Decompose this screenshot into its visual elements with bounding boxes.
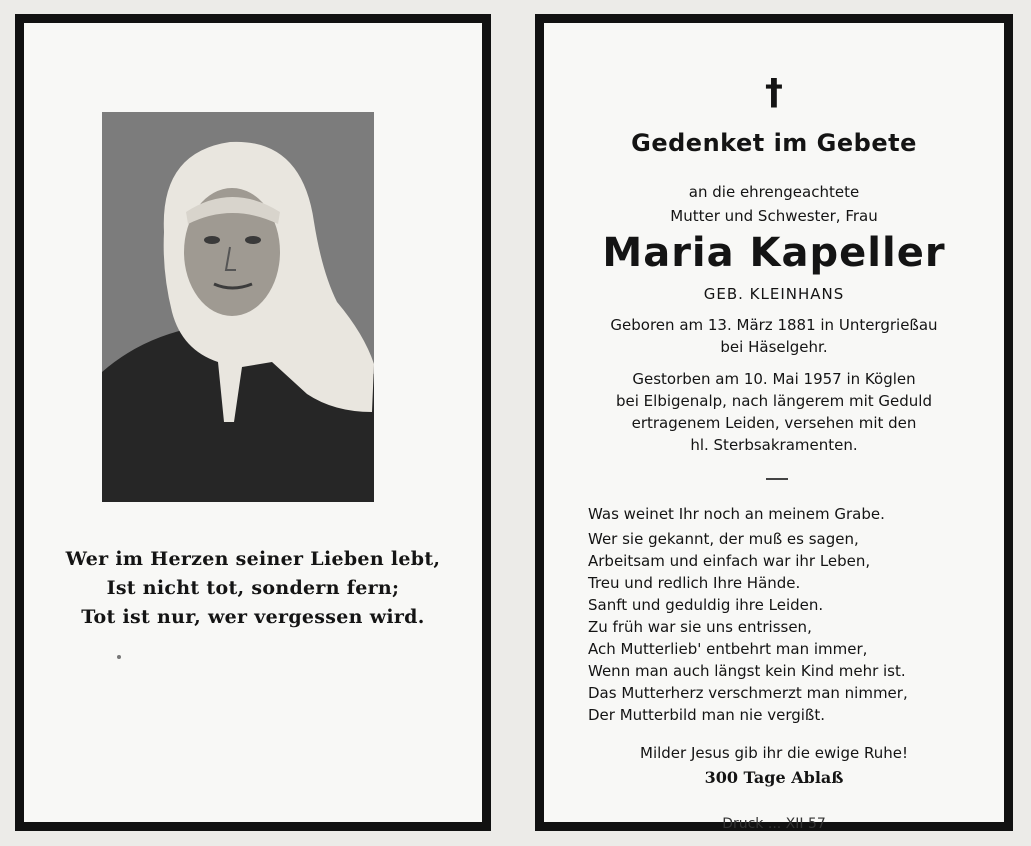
death-line: bei Elbigenalp, nach längerem mit Geduld bbox=[616, 392, 932, 410]
poem-line: Wer sie gekannt, der muß es sagen, bbox=[588, 530, 859, 548]
cross-icon: † bbox=[765, 72, 783, 113]
poem-line: Das Mutterherz verschmerzt man nimmer, bbox=[588, 684, 908, 702]
poem-line: Wenn man auch längst kein Kind mehr ist. bbox=[588, 662, 906, 680]
birth-info bbox=[544, 314, 1004, 358]
heading: Gedenket im Gebete bbox=[631, 129, 917, 157]
printer-line: Druck ... XII 57 bbox=[722, 816, 826, 828]
death-line: ertragenem Leiden, versehen mit den bbox=[631, 414, 917, 432]
intro-line: Mutter und Schwester, Frau bbox=[670, 207, 878, 225]
poem-line: Arbeitsam und einfach war ihr Leben, bbox=[588, 552, 871, 570]
birth-line: bei Häselgehr. bbox=[720, 338, 828, 356]
maiden-name: GEB. KLEINHANS bbox=[703, 285, 845, 303]
portrait-photo bbox=[102, 112, 374, 502]
intro-line: an die ehrengeachtete bbox=[688, 183, 860, 201]
death-info bbox=[544, 368, 1004, 456]
poem-line: Sanft und geduldig ihre Leiden. bbox=[588, 596, 824, 614]
indulgence: 300 Tage Ablaß bbox=[704, 768, 844, 787]
portrait-illustration bbox=[102, 112, 374, 502]
prayer: Milder Jesus gib ihr die ewige Ruhe! bbox=[640, 744, 908, 762]
poem bbox=[588, 503, 908, 726]
divider bbox=[766, 478, 788, 480]
deceased-name: Maria Kapeller bbox=[602, 230, 946, 276]
memorial-verse bbox=[24, 545, 482, 632]
poem-line: Ach Mutterlieb' entbehrt man immer, bbox=[588, 640, 868, 658]
poem-line: Zu früh war sie uns entrissen, bbox=[588, 618, 812, 636]
death-line: hl. Sterbsakramenten. bbox=[690, 436, 858, 454]
poem-line: Treu und redlich Ihre Hände. bbox=[588, 574, 801, 592]
poem-line: Der Mutterbild man nie vergißt. bbox=[588, 706, 826, 724]
memorial-card-right bbox=[535, 14, 1013, 831]
verse-line: Ist nicht tot, sondern fern; bbox=[106, 577, 400, 599]
intro-text bbox=[544, 180, 1004, 228]
death-line: Gestorben am 10. Mai 1957 in Köglen bbox=[632, 370, 916, 388]
memorial-card-left bbox=[15, 14, 491, 831]
print-speck bbox=[117, 655, 121, 659]
verse-line: Tot ist nur, wer vergessen wird. bbox=[81, 606, 425, 628]
birth-line: Geboren am 13. März 1881 in Untergrießau bbox=[610, 316, 938, 334]
poem-line: Was weinet Ihr noch an meinem Grabe. bbox=[588, 505, 885, 523]
verse-line: Wer im Herzen seiner Lieben lebt, bbox=[65, 548, 441, 570]
